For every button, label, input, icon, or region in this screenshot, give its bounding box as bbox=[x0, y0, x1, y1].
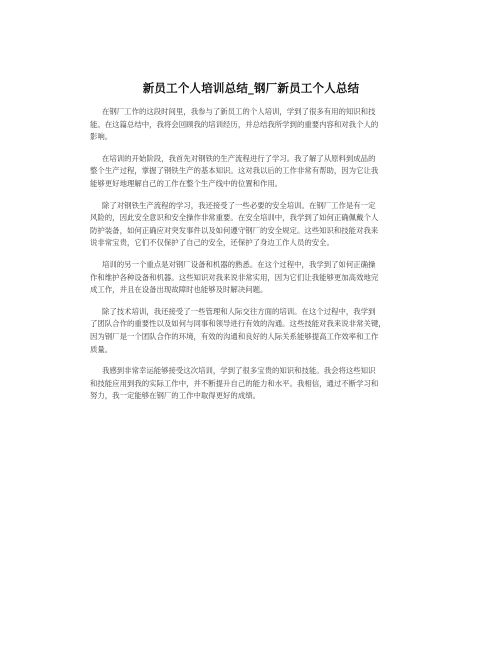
paragraph-line: 和技能应用到我的实际工作中，并不断提升自己的能力和水平。我相信，通过不断学习和 bbox=[90, 378, 379, 388]
paragraph bbox=[90, 200, 444, 250]
paragraph-line: 整个生产过程，掌握了钢铁生产的基本知识。这对我以后的工作非常有帮助，因为它让我 bbox=[90, 166, 379, 176]
paragraph-line: 防护装备，如何正确应对突发事件以及如何遵守钢厂的安全规定。这些知识和技能对我来 bbox=[90, 225, 379, 235]
paragraph-line: 我感到非常幸运能够接受这次培训，学到了很多宝贵的知识和技能。我会将这些知识 bbox=[102, 366, 376, 376]
paragraph-line: 成工作，并且在设备出现故障时也能够及时解决问题。 bbox=[90, 285, 268, 295]
paragraph bbox=[90, 259, 444, 297]
paragraph-line: 努力，我一定能够在钢厂的工作中取得更好的成绩。 bbox=[90, 391, 260, 401]
document-body bbox=[90, 106, 444, 412]
paragraph bbox=[90, 306, 444, 356]
paragraph-line: 培训的另一个重点是对钢厂设备和机器的熟悉。在这个过程中，我学到了如何正确操 bbox=[102, 259, 376, 269]
paragraph bbox=[90, 153, 444, 191]
paragraph-line: 在培训的开始阶段，我首先对钢铁的生产流程进行了学习。我了解了从原料到成品的 bbox=[102, 153, 376, 163]
paragraph-line: 说非常宝贵，它们不仅保护了自己的安全，还保护了身边工作人员的安全。 bbox=[90, 238, 334, 248]
paragraph-line: 风险的，因此安全意识和安全操作非常重要。在安全培训中，我学到了如何正确佩戴个人 bbox=[90, 213, 379, 223]
paragraph bbox=[90, 106, 444, 144]
document-title: 新员工个人培训总结_钢厂新员工个人总结 bbox=[142, 81, 360, 95]
paragraph-line: 了团队合作的重要性以及如何与同事和领导进行有效的沟通。这些技能对我来说非常关键， bbox=[90, 319, 386, 329]
paragraph-line: 能。在这篇总结中，我将会回顾我的培训经历，并总结我所学到的重要内容和对我个人的 bbox=[90, 119, 379, 129]
paragraph bbox=[90, 365, 444, 403]
paragraph-line: 除了对钢铁生产流程的学习，我还接受了一些必要的安全培训。在钢厂工作是有一定 bbox=[102, 200, 376, 210]
paragraph-line: 质量。 bbox=[90, 344, 113, 354]
paragraph-line: 作和维护各种设备和机器。这些知识对我来说非常实用，因为它们让我能够更加高效地完 bbox=[90, 272, 379, 282]
paragraph-line: 影响。 bbox=[90, 132, 113, 142]
paragraph-line: 因为钢厂是一个团队合作的环境，有效的沟通和良好的人际关系能够提高工作效率和工作 bbox=[90, 331, 379, 341]
paragraph-line: 在钢厂工作的这段时间里，我参与了新员工的个人培训，学到了很多有用的知识和技 bbox=[102, 107, 376, 116]
paragraph-line: 除了技术培训，我还接受了一些管理和人际交往方面的培训。在这个过程中，我学到 bbox=[102, 306, 376, 316]
paragraph-line: 能够更好地理解自己的工作在整个生产线中的位置和作用。 bbox=[90, 178, 283, 188]
